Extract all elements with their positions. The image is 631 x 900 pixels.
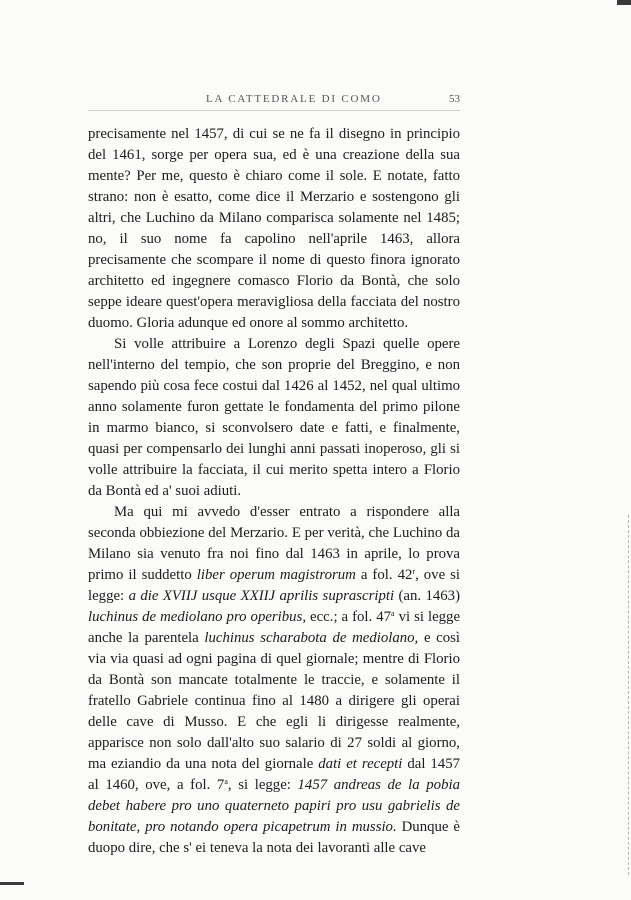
text-segment: ecc.; a fol. 47: [310, 609, 392, 625]
text-segment: e così via via quasi ad ogni pagina di quel giornale; mentre di Florio da Bontà son mancate totalmente le traccie, e solamente il fratello Gabriele continua fino al 1480 a dirigere gli operai delle cave di Musso. E che egli li dirigesse realmente, apparisce non solo dall'alto suo salario di 27 soldi al giorno, ma eziandio da una nota del giornale: [88, 630, 461, 772]
running-title: LA CATTEDRALE DI COMO: [206, 93, 382, 105]
folio-superscript: r: [412, 567, 416, 576]
page-body: [88, 124, 460, 859]
latin-quote: liber operum magistrorum: [196, 567, 356, 583]
paragraph-3: [88, 502, 460, 859]
folio-superscript: a: [391, 609, 395, 618]
text-segment: dal 1457 al 1460, ove, a fol. 7: [88, 756, 461, 793]
paragraph-2: Si volle attribuire a Lorenzo degli Spazi quelle opere nell'interno del tempio, che son proprie del Breggino, e non sapendo più cosa fece costui dal 1426 al 1452, nel qual ultimo anno solamente furon gettate le fondamenta del primo pilone in marmo bianco, si sconvolsero date e fatti, e finalmente, quasi per compensarlo dei lunghi anni passati inoperoso, gli si volle attribuire la facciata, il cui merito spetta intero a Florio da Bontà ed a' suoi adiuti.: [88, 336, 460, 499]
text-segment: (an. 1463): [398, 588, 461, 604]
scan-edge-shadow: [627, 515, 629, 875]
text-segment: , ove si legge:: [88, 567, 461, 604]
latin-quote: dati et recepti: [318, 756, 403, 772]
latin-quote: 1457 andreas de la pobia debet habere pro uno quaterneto papiri pro usu gabrielis de bonitate, pro notando opera picapetrum in mussio.: [88, 777, 460, 835]
text-segment: Dunque è duopo dire, che s' ei teneva la nota dei lavoranti alle cave: [88, 819, 460, 856]
latin-quote: luchinus de mediolano pro operibus,: [88, 609, 307, 625]
text-segment: , si legge:: [227, 777, 291, 793]
latin-quote: luchinus scharabota de mediolano,: [204, 630, 419, 646]
text-segment: a fol. 42: [360, 567, 413, 583]
text-segment: Ma qui mi avvedo d'esser entrato a rispondere alla seconda obbiezione del Merzario. E per verità, che Luchino da Milano sia venuto fra noi fino dal 1463 in aprile, lo prova primo il suddetto: [88, 504, 460, 583]
running-header: [88, 91, 460, 109]
page-number: 53: [449, 93, 460, 105]
scan-edge-mark: [617, 0, 631, 5]
latin-quote: a die XVIIJ usque XXIIJ aprilis suprascripti: [128, 588, 395, 604]
scan-edge-mark: [0, 882, 24, 885]
paragraph-1: precisamente nel 1457, di cui se ne fa il disegno in principio del 1461, sorge per opera sua, ed è una creazione della sua mente? Per me, questo è chiaro come il sole. E notate, fatto strano: non è esatto, come dice il Merzario e sostengono gli altri, che Luchino da Milano comparisca solamente nel 1485; no, il suo nome fa capolino nell'aprile 1463, allora precisamente che scompare il nome di questo finora ignorato architetto ed ingegnere comasco Florio da Bontà, che solo seppe ideare quest'opera meravigliosa della facciata del nostro duomo. Gloria adunque ed onore al sommo architetto.: [88, 126, 460, 331]
header-rule: [88, 110, 460, 111]
folio-superscript: a: [224, 777, 228, 786]
text-segment: vi si legge anche la parentela: [88, 609, 461, 646]
